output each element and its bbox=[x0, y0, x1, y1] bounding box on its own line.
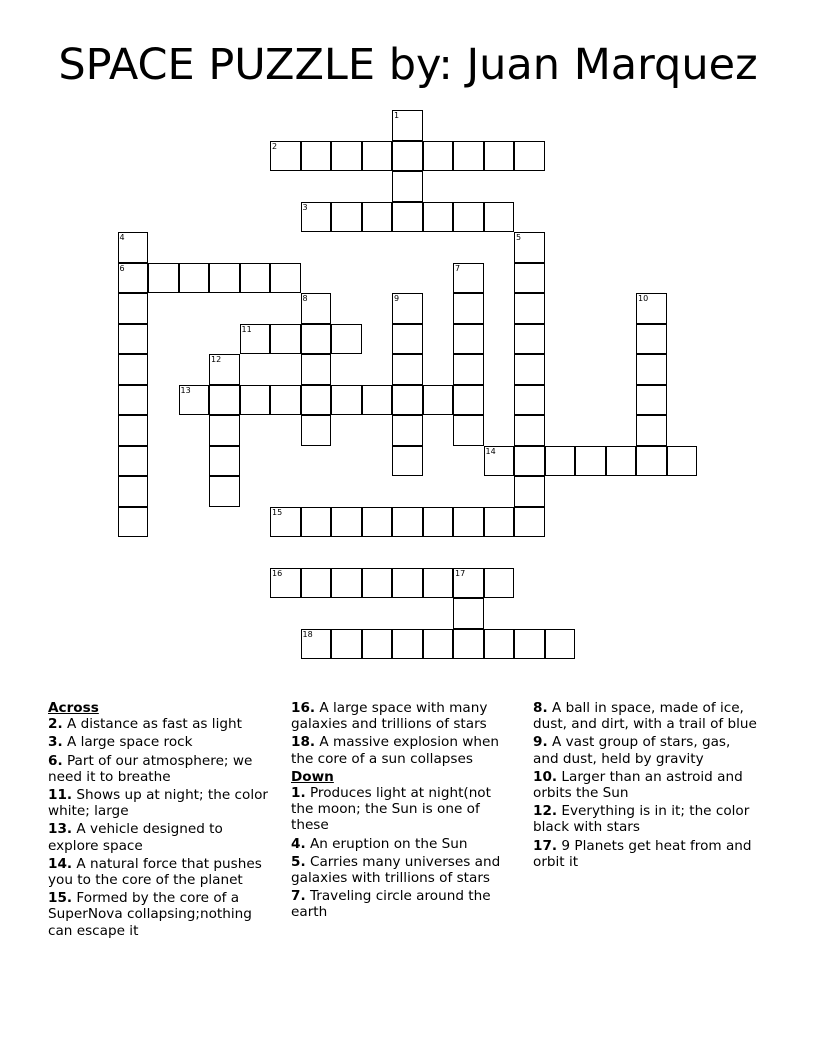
across-clue bbox=[48, 787, 273, 819]
clue-number-label: 9. bbox=[533, 734, 548, 751]
grid-cell[interactable] bbox=[148, 263, 179, 294]
clue-number-label: 6. bbox=[48, 752, 63, 769]
grid-cell[interactable] bbox=[301, 629, 332, 660]
grid-cell[interactable] bbox=[118, 476, 149, 507]
clue-number: 14 bbox=[485, 446, 496, 456]
grid-cell[interactable] bbox=[118, 415, 149, 446]
grid-cell[interactable] bbox=[209, 354, 240, 385]
grid-cell[interactable] bbox=[423, 507, 454, 538]
grid-cell[interactable] bbox=[362, 629, 393, 660]
grid-cell[interactable] bbox=[270, 324, 301, 355]
grid-cell[interactable] bbox=[514, 232, 545, 263]
grid-cell[interactable] bbox=[636, 324, 667, 355]
clue-text: A massive explosion when the core of a sun collapses bbox=[291, 734, 499, 767]
clue-number-label: 14. bbox=[48, 855, 73, 872]
grid-cell[interactable] bbox=[545, 446, 576, 477]
grid-cell[interactable] bbox=[392, 202, 423, 233]
down-heading: Down bbox=[291, 768, 334, 785]
grid-cell[interactable] bbox=[514, 476, 545, 507]
clue-number-label: 4. bbox=[291, 835, 306, 852]
grid-cell[interactable] bbox=[270, 263, 301, 294]
grid-cell[interactable] bbox=[118, 293, 149, 324]
clue-text: Carries many universes and galaxies with trillions of stars bbox=[291, 853, 501, 887]
down-clue bbox=[533, 803, 758, 835]
grid-cell[interactable] bbox=[118, 263, 149, 294]
clue-number: 11 bbox=[241, 324, 252, 334]
clue-number: 1 bbox=[394, 111, 400, 120]
clue-number-label: 5. bbox=[291, 853, 306, 870]
clue-text: A vehicle designed to explore space bbox=[48, 821, 223, 854]
grid-cell[interactable] bbox=[118, 354, 149, 385]
grid-cell[interactable] bbox=[362, 507, 393, 538]
grid-cell[interactable] bbox=[392, 141, 423, 172]
across-clue bbox=[48, 821, 273, 853]
clue-number-label: 2. bbox=[48, 716, 63, 733]
down-clue bbox=[533, 734, 758, 766]
clue-number-label: 3. bbox=[48, 734, 63, 751]
grid-cell[interactable] bbox=[484, 629, 515, 660]
down-clue bbox=[291, 888, 516, 920]
clue-number: 10 bbox=[638, 294, 649, 303]
across-clue-list bbox=[48, 716, 273, 939]
clue-text: A ball in space, made of ice, dust, and dirt, with a trail of blue bbox=[533, 700, 757, 733]
grid-cell[interactable] bbox=[636, 354, 667, 385]
grid-cell[interactable] bbox=[453, 324, 484, 355]
grid-cell[interactable] bbox=[209, 263, 240, 294]
grid-cell[interactable] bbox=[301, 568, 332, 599]
grid-cell[interactable] bbox=[301, 415, 332, 446]
grid-cell[interactable] bbox=[331, 141, 362, 172]
grid-cell[interactable] bbox=[301, 507, 332, 538]
down-clue bbox=[533, 838, 758, 870]
grid-cell[interactable] bbox=[362, 202, 393, 233]
clue-text: Produces light at night(not the moon; the Sun is one of these bbox=[291, 785, 491, 834]
grid-cell[interactable] bbox=[484, 141, 515, 172]
down-clue bbox=[533, 769, 758, 801]
grid-cell[interactable] bbox=[636, 415, 667, 446]
clue-text: 9 Planets get heat from and orbit it bbox=[533, 837, 752, 870]
clue-text: A vast group of stars, gas, and dust, held by gravity bbox=[533, 734, 731, 767]
grid-cell[interactable] bbox=[331, 324, 362, 355]
grid-cell[interactable] bbox=[209, 385, 240, 416]
grid-cell[interactable] bbox=[270, 385, 301, 416]
clue-number: 15 bbox=[272, 507, 283, 517]
grid-cell[interactable] bbox=[514, 629, 545, 660]
grid-cell[interactable] bbox=[453, 385, 484, 416]
down-clue bbox=[291, 854, 516, 886]
clue-number: 12 bbox=[211, 355, 222, 364]
clue-number-label: 16. bbox=[291, 700, 316, 716]
grid-cell[interactable] bbox=[453, 263, 484, 294]
grid-cell[interactable] bbox=[118, 385, 149, 416]
grid-cell[interactable] bbox=[301, 354, 332, 385]
clue-number: 17 bbox=[455, 568, 466, 578]
grid-cell[interactable] bbox=[331, 629, 362, 660]
clue-text: A natural force that pushes you to the core of the planet bbox=[48, 855, 262, 889]
grid-cell[interactable] bbox=[392, 629, 423, 660]
clue-number: 18 bbox=[302, 629, 313, 639]
down-clue bbox=[533, 700, 758, 732]
across-clue bbox=[291, 734, 516, 766]
down-clue bbox=[291, 836, 516, 852]
grid-cell[interactable] bbox=[362, 385, 393, 416]
clue-text: A large space rock bbox=[62, 734, 193, 751]
grid-cell[interactable] bbox=[453, 293, 484, 324]
grid-cell[interactable] bbox=[514, 141, 545, 172]
clue-number: 6 bbox=[119, 263, 125, 273]
grid-cell[interactable] bbox=[453, 141, 484, 172]
across-heading: Across bbox=[48, 700, 99, 716]
grid-cell[interactable] bbox=[423, 629, 454, 660]
clue-number-label: 17. bbox=[533, 837, 558, 854]
grid-cell[interactable] bbox=[545, 629, 576, 660]
clue-number: 3 bbox=[302, 202, 308, 212]
clue-number-label: 12. bbox=[533, 803, 558, 820]
across-clue bbox=[48, 856, 273, 888]
across-clue bbox=[48, 890, 273, 939]
grid-cell[interactable] bbox=[270, 141, 301, 172]
grid-cell[interactable] bbox=[636, 293, 667, 324]
grid-cell[interactable] bbox=[484, 507, 515, 538]
clue-number: 16 bbox=[272, 568, 283, 578]
grid-cell[interactable] bbox=[270, 507, 301, 538]
grid-cell[interactable] bbox=[392, 446, 423, 477]
grid-cell[interactable] bbox=[453, 507, 484, 538]
clues-column-3 bbox=[533, 700, 758, 872]
clue-text: Formed by the core of a SuperNova collapsing;nothing can escape it bbox=[48, 890, 252, 939]
grid-cell[interactable] bbox=[423, 141, 454, 172]
grid-cell[interactable] bbox=[453, 629, 484, 660]
grid-cell[interactable] bbox=[118, 446, 149, 477]
grid-cell[interactable] bbox=[423, 385, 454, 416]
down-clue-list-continued bbox=[533, 700, 758, 870]
grid-cell[interactable] bbox=[392, 354, 423, 385]
grid-cell[interactable] bbox=[423, 202, 454, 233]
down-clue bbox=[291, 785, 516, 834]
grid-cell[interactable] bbox=[209, 415, 240, 446]
clue-number: 4 bbox=[119, 233, 125, 242]
grid-cell[interactable] bbox=[484, 202, 515, 233]
clue-number: 7 bbox=[455, 263, 461, 273]
clue-text: Larger than an astroid and orbits the Sun bbox=[533, 768, 743, 802]
clue-text: A large space with many galaxies and trillions of stars bbox=[291, 700, 488, 733]
clue-number-label: 10. bbox=[533, 768, 558, 785]
grid-cell[interactable] bbox=[179, 263, 210, 294]
grid-cell[interactable] bbox=[423, 568, 454, 599]
grid-cell[interactable] bbox=[575, 446, 606, 477]
grid-cell[interactable] bbox=[514, 324, 545, 355]
clues-column-2 bbox=[291, 700, 516, 923]
grid-cell[interactable] bbox=[301, 324, 332, 355]
grid-cell[interactable] bbox=[514, 385, 545, 416]
across-clue-list-continued bbox=[291, 700, 516, 767]
grid-cell[interactable] bbox=[392, 568, 423, 599]
grid-cell[interactable] bbox=[209, 446, 240, 477]
clue-text: An eruption on the Sun bbox=[305, 835, 468, 852]
grid-cell[interactable] bbox=[453, 568, 484, 599]
grid-cell[interactable] bbox=[484, 446, 515, 477]
grid-cell[interactable] bbox=[179, 385, 210, 416]
grid-cell[interactable] bbox=[331, 202, 362, 233]
clue-number: 8 bbox=[302, 294, 308, 303]
puzzle-title: SPACE PUZZLE by: Juan Marquez bbox=[58, 40, 758, 90]
clue-text: Part of our atmosphere; we need it to breathe bbox=[48, 752, 253, 785]
grid-cell[interactable] bbox=[362, 568, 393, 599]
clue-number-label: 15. bbox=[48, 890, 73, 907]
clue-text: A distance as fast as light bbox=[62, 716, 242, 733]
grid-cell[interactable] bbox=[514, 446, 545, 477]
clue-text: Shows up at night; the color white; large bbox=[48, 787, 269, 820]
clue-number-label: 1. bbox=[291, 785, 306, 802]
grid-cell[interactable] bbox=[270, 568, 301, 599]
grid-cell[interactable] bbox=[301, 141, 332, 172]
grid-cell[interactable] bbox=[514, 415, 545, 446]
grid-cell[interactable] bbox=[209, 476, 240, 507]
grid-cell[interactable] bbox=[636, 446, 667, 477]
grid-cell[interactable] bbox=[453, 415, 484, 446]
grid-cell[interactable] bbox=[606, 446, 637, 477]
grid-cell[interactable] bbox=[667, 446, 698, 477]
clue-text: Everything is in it; the color black with stars bbox=[533, 803, 750, 836]
clue-number-label: 13. bbox=[48, 821, 73, 838]
grid-cell[interactable] bbox=[392, 110, 423, 141]
grid-cell[interactable] bbox=[362, 141, 393, 172]
grid-cell[interactable] bbox=[331, 568, 362, 599]
clue-number: 13 bbox=[180, 385, 191, 395]
grid-cell[interactable] bbox=[118, 232, 149, 263]
grid-cell[interactable] bbox=[514, 263, 545, 294]
grid-cell[interactable] bbox=[453, 598, 484, 629]
grid-cell[interactable] bbox=[514, 354, 545, 385]
clue-number: 5 bbox=[516, 233, 522, 242]
across-clue bbox=[48, 753, 273, 785]
grid-cell[interactable] bbox=[240, 324, 271, 355]
clue-number: 2 bbox=[272, 141, 278, 151]
grid-cell[interactable] bbox=[118, 324, 149, 355]
clue-text: Traveling circle around the earth bbox=[291, 888, 491, 921]
clue-number-label: 8. bbox=[533, 700, 548, 716]
grid-cell[interactable] bbox=[331, 507, 362, 538]
clue-number: 9 bbox=[394, 294, 400, 303]
grid-cell[interactable] bbox=[392, 171, 423, 202]
grid-cell[interactable] bbox=[484, 568, 515, 599]
down-clue-list bbox=[291, 785, 516, 921]
grid-cell[interactable] bbox=[453, 202, 484, 233]
clues-column-1 bbox=[48, 700, 273, 941]
clue-number-label: 18. bbox=[291, 734, 316, 751]
across-clue bbox=[291, 700, 516, 732]
grid-cell[interactable] bbox=[392, 324, 423, 355]
grid-cell[interactable] bbox=[118, 507, 149, 538]
grid-cell[interactable] bbox=[301, 293, 332, 324]
clue-number-label: 11. bbox=[48, 787, 73, 804]
grid-cell[interactable] bbox=[636, 385, 667, 416]
grid-cell[interactable] bbox=[240, 385, 271, 416]
grid-cell[interactable] bbox=[392, 293, 423, 324]
grid-cell[interactable] bbox=[392, 415, 423, 446]
grid-cell[interactable] bbox=[514, 507, 545, 538]
grid-cell[interactable] bbox=[331, 385, 362, 416]
grid-cell[interactable] bbox=[392, 507, 423, 538]
grid-cell[interactable] bbox=[453, 354, 484, 385]
clue-number-label: 7. bbox=[291, 888, 306, 905]
grid-cell[interactable] bbox=[514, 293, 545, 324]
grid-cell[interactable] bbox=[392, 385, 423, 416]
across-clue bbox=[48, 734, 273, 750]
grid-cell[interactable] bbox=[301, 385, 332, 416]
across-clue bbox=[48, 716, 273, 732]
grid-cell[interactable] bbox=[240, 263, 271, 294]
grid-cell[interactable] bbox=[301, 202, 332, 233]
